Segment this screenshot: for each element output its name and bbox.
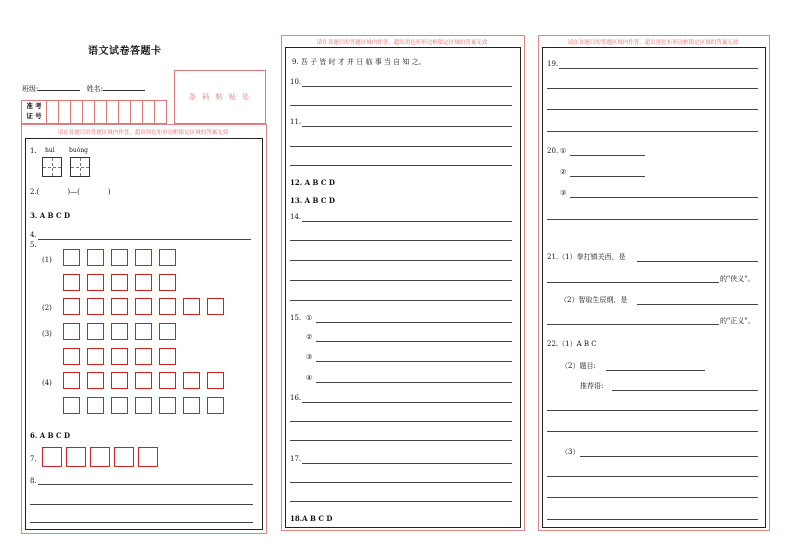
q5-1-box[interactable] <box>135 249 152 266</box>
q5-3-box[interactable] <box>63 323 80 340</box>
q16-label: 16. <box>290 394 302 402</box>
q21-1-label: 21.（1）拳打镇关西，是 <box>547 253 626 261</box>
q5-3-box[interactable] <box>87 348 104 365</box>
q21-2-suffix: 的"正义"。 <box>720 317 755 325</box>
q15-answer-line[interactable] <box>316 361 512 362</box>
q15-label: 15. <box>290 314 302 322</box>
q5-4-box[interactable] <box>111 397 128 414</box>
q15-mark-4: ④ <box>306 374 313 382</box>
q5-1-box[interactable] <box>159 274 176 291</box>
q14-answer-line[interactable] <box>290 300 512 301</box>
q5-4-label: (4) <box>42 379 52 387</box>
q5-4-box[interactable] <box>111 372 128 389</box>
q5-1-box[interactable] <box>87 274 104 291</box>
q21-2-answer-line[interactable] <box>547 324 719 325</box>
q5-2-box[interactable] <box>207 298 224 315</box>
q17-answer-line[interactable] <box>290 501 512 502</box>
q22-3-label: （3） <box>561 448 580 456</box>
q21-1-suffix: 的"侠义"。 <box>720 275 755 283</box>
q22-3-answer-line[interactable] <box>580 456 758 457</box>
q15-mark-2: ② <box>306 333 313 341</box>
q1-pinyin-2: buǒng <box>69 147 89 154</box>
q5-3-box[interactable] <box>63 348 80 365</box>
q17-answer-line[interactable] <box>290 482 512 483</box>
q20-label: 20. <box>547 147 559 155</box>
q4-label: 4. <box>30 231 37 239</box>
q21-2-answer-line[interactable] <box>637 304 758 305</box>
q5-1-box[interactable] <box>135 274 152 291</box>
q5-1-box[interactable] <box>111 249 128 266</box>
q7-label: 7. <box>30 455 37 463</box>
left-warning: 请在各题目的答题区域内作答，超出黑色矩形边框限定区域的答案无效 <box>57 130 229 136</box>
q21-1-answer-line[interactable] <box>637 261 758 262</box>
q5-4-box[interactable] <box>159 397 176 414</box>
q14-answer-line[interactable] <box>290 260 512 261</box>
q20-mark-3: ③ <box>560 189 567 197</box>
q7-box[interactable] <box>42 447 62 467</box>
q17-label: 17. <box>290 455 302 463</box>
q4-answer-line[interactable] <box>38 239 251 240</box>
page-title: 语文试卷答题卡 <box>88 46 162 57</box>
q13-label: 13. A B C D <box>290 196 335 205</box>
q19-label: 19. <box>547 60 559 68</box>
class-label: 班级: <box>22 85 39 93</box>
q18-label: 18.A B C D <box>290 514 333 523</box>
q14-label: 14. <box>290 213 302 221</box>
q19-answer-line[interactable] <box>547 131 758 132</box>
q11-label: 11. <box>290 118 302 126</box>
q1-pinyin-1: huì <box>45 147 55 154</box>
q5-1-box[interactable] <box>111 274 128 291</box>
q20-mark-2: ② <box>560 168 567 176</box>
q22-recommend-label: 推荐语: <box>580 382 604 390</box>
q9-label: 9. 吾 子 皆 时 才 并 日 临 事 当 自 知 之。 <box>292 58 426 66</box>
q17-answer-line[interactable] <box>302 463 512 464</box>
middle-warning: 请在各题目的答题区域内作答，超出黑色矩形边框限定区域的答案无效 <box>316 40 488 46</box>
q1-char-box-1[interactable] <box>42 157 62 177</box>
q10-label: 10. <box>290 78 302 86</box>
q5-4-box[interactable] <box>135 372 152 389</box>
q5-4-box[interactable] <box>63 397 80 414</box>
q22-2-label: （2）题目: <box>561 362 596 370</box>
q5-2-box[interactable] <box>111 298 128 315</box>
q22-3-answer-line[interactable] <box>547 497 758 498</box>
q10-answer-line[interactable] <box>302 86 512 87</box>
q8-answer-line[interactable] <box>30 504 253 505</box>
q19-answer-line[interactable] <box>559 68 758 69</box>
q7-box[interactable] <box>138 447 158 467</box>
q11-answer-line[interactable] <box>302 126 512 127</box>
q22-recommend-line[interactable] <box>547 410 758 411</box>
q6-label: 6. A B C D <box>30 431 71 440</box>
q5-label: 5. <box>30 241 37 249</box>
q14-answer-line[interactable] <box>290 280 512 281</box>
q5-2-box[interactable] <box>159 298 176 315</box>
q5-4-box[interactable] <box>87 372 104 389</box>
q14-answer-line[interactable] <box>290 240 512 241</box>
q22-1-label: 22.（1）A B C <box>547 340 597 348</box>
q22-3-answer-line[interactable] <box>547 476 758 477</box>
right-warning: 请在各题目的答题区域内作答，超出黑色矩形边框限定区域的答案无效 <box>567 40 739 46</box>
q5-1-box[interactable] <box>63 274 80 291</box>
q8-answer-line[interactable] <box>38 484 253 485</box>
q22-3-answer-line[interactable] <box>547 519 758 520</box>
q20-answer-line[interactable] <box>570 176 645 177</box>
q16-answer-line[interactable] <box>290 440 512 441</box>
q19-answer-line[interactable] <box>547 88 758 89</box>
barcode-area: 条 码 粘 贴 处 <box>174 70 266 124</box>
q15-answer-line[interactable] <box>316 382 512 383</box>
q1-char-box-2[interactable] <box>70 157 90 177</box>
q1-label: 1. <box>30 147 37 155</box>
q5-3-box[interactable] <box>159 323 176 340</box>
exam-number-grid[interactable] <box>21 100 167 124</box>
q5-3-box[interactable] <box>111 348 128 365</box>
q5-1-box[interactable] <box>159 249 176 266</box>
exam-number-label: 准 考 证 号 <box>22 101 47 123</box>
q22-title-line[interactable] <box>606 370 705 371</box>
name-label: 姓名: <box>86 85 103 93</box>
q8-label: 8. <box>30 477 37 485</box>
q16-answer-line[interactable] <box>290 421 512 422</box>
q15-answer-line[interactable] <box>316 341 512 342</box>
q5-1-box[interactable] <box>63 249 80 266</box>
q12-label: 12. A B C D <box>290 178 335 187</box>
q20-answer-line[interactable] <box>570 155 645 156</box>
q7-box[interactable] <box>66 447 86 467</box>
q22-recommend-line[interactable] <box>612 390 758 391</box>
q11-answer-line[interactable] <box>290 165 512 166</box>
class-field[interactable] <box>22 82 145 94</box>
q5-3-box[interactable] <box>135 348 152 365</box>
middle-answer-box <box>285 47 521 528</box>
q8-answer-line[interactable] <box>30 522 253 523</box>
q20-answer-line[interactable] <box>570 197 758 198</box>
q7-box[interactable] <box>114 447 134 467</box>
q21-1-answer-line[interactable] <box>547 282 719 283</box>
q5-4-box[interactable] <box>87 397 104 414</box>
q5-3-box[interactable] <box>111 323 128 340</box>
q5-2-box[interactable] <box>87 298 104 315</box>
q15-mark-1: ① <box>306 314 313 322</box>
q14-answer-line[interactable] <box>302 221 512 222</box>
q15-mark-3: ③ <box>306 353 313 361</box>
q7-box[interactable] <box>90 447 110 467</box>
q21-2-label: （2）智取生辰纲，是 <box>560 296 628 304</box>
q10-answer-line[interactable] <box>290 105 512 106</box>
q5-3-box[interactable] <box>159 348 176 365</box>
q5-4-box[interactable] <box>183 372 200 389</box>
q22-recommend-line[interactable] <box>547 431 758 432</box>
q5-4-box[interactable] <box>159 372 176 389</box>
q5-4-box[interactable] <box>207 397 224 414</box>
q5-3-box[interactable] <box>135 323 152 340</box>
q5-2-box[interactable] <box>63 298 80 315</box>
q5-3-box[interactable] <box>87 323 104 340</box>
q5-2-box[interactable] <box>135 298 152 315</box>
q11-answer-line[interactable] <box>290 146 512 147</box>
q5-3-label: (3) <box>42 330 52 338</box>
q5-2-box[interactable] <box>183 298 200 315</box>
q5-4-box[interactable] <box>183 397 200 414</box>
q2-label: 2.( )—( ) <box>30 188 111 196</box>
q5-1-box[interactable] <box>87 249 104 266</box>
q5-2-label: (2) <box>42 304 52 312</box>
q5-1-label: (1) <box>42 256 52 264</box>
q5-4-box[interactable] <box>63 372 80 389</box>
q5-4-box[interactable] <box>207 372 224 389</box>
q20-answer-line[interactable] <box>547 219 758 220</box>
q15-answer-line[interactable] <box>316 322 512 323</box>
q19-answer-line[interactable] <box>547 109 758 110</box>
q5-4-box[interactable] <box>135 397 152 414</box>
q16-answer-line[interactable] <box>302 402 512 403</box>
q3-label: 3. A B C D <box>30 211 71 220</box>
q20-mark-1: ① <box>560 147 567 155</box>
